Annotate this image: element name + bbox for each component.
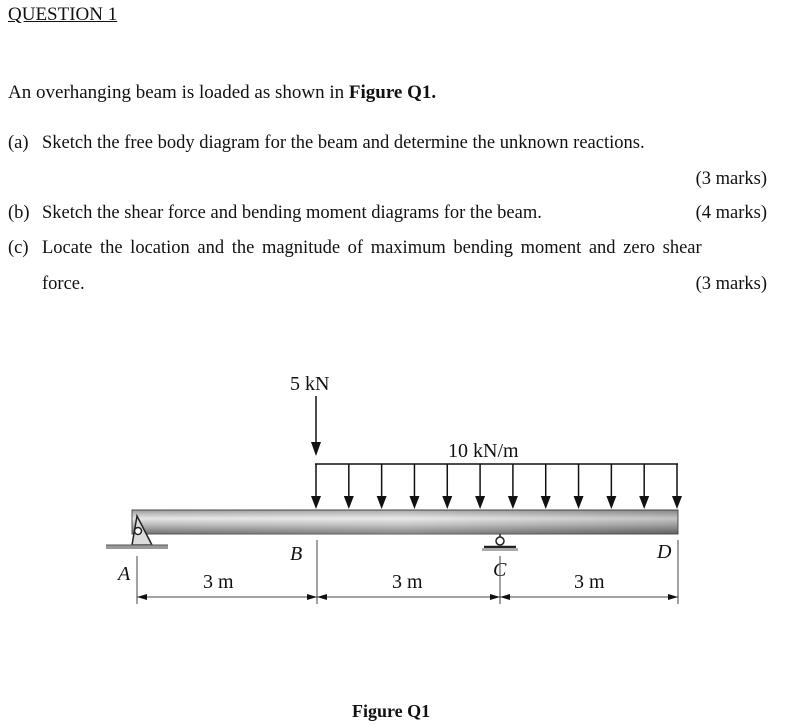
intro-text [8, 82, 436, 104]
question-b-text: Sketch the shear force and bending moment diagrams for the beam. [42, 203, 542, 223]
point-label-d: D [657, 541, 672, 563]
question-a-marks: (3 marks) [695, 169, 767, 189]
question-c-text-line2: force. [42, 274, 85, 294]
distributed-load-arrow [639, 464, 649, 509]
question-heading: QUESTION 1 [8, 4, 118, 25]
beam-figure [0, 360, 789, 700]
figure-caption: Figure Q1 [352, 701, 431, 721]
span-label-cd: 3 m [574, 571, 605, 593]
question-a-text: Sketch the free body diagram for the beam and determine the unknown reactions. [42, 133, 645, 153]
question-c-marks: (3 marks) [695, 274, 767, 294]
point-label-a: A [118, 563, 131, 585]
question-c-text-line1: Locate the location and the magnitude of maximum bending moment and zero shear [42, 238, 702, 258]
roller-support-c [482, 534, 518, 551]
distributed-load-arrow [377, 464, 387, 509]
intro-sentence: An overhanging beam is loaded as shown in [8, 82, 349, 103]
question-c-label: (c) [8, 238, 29, 258]
distributed-load-arrow [344, 464, 354, 509]
distributed-load-arrow [409, 464, 419, 509]
distributed-load-arrow [672, 464, 682, 509]
distributed-load [311, 464, 682, 509]
beam [132, 510, 678, 534]
span-label-bc: 3 m [392, 571, 423, 593]
question-a-label: (a) [8, 133, 29, 153]
distributed-load-arrow [508, 464, 518, 509]
span-label-ab: 3 m [203, 571, 234, 593]
distributed-load-arrow [606, 464, 616, 509]
question-b-label: (b) [8, 203, 30, 223]
distributed-load-arrow [574, 464, 584, 509]
point-label-c: C [493, 559, 507, 581]
distributed-load-arrow [475, 464, 485, 509]
point-label-b: B [290, 543, 303, 565]
distributed-load-arrow [311, 464, 321, 509]
question-b-marks: (4 marks) [695, 203, 767, 223]
distributed-load-label: 10 kN/m [448, 440, 519, 462]
point-load-label: 5 kN [290, 373, 330, 395]
figure-reference: Figure Q1. [348, 82, 437, 103]
distributed-load-arrow [442, 464, 452, 509]
point-load-arrow [311, 396, 321, 456]
distributed-load-arrow [541, 464, 551, 509]
